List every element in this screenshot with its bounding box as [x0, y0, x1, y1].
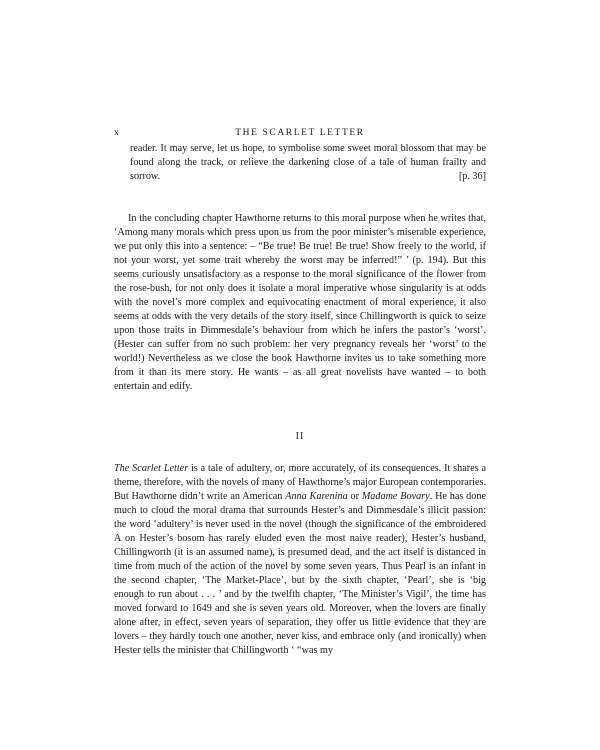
- novel-title: The Scarlet Letter: [114, 463, 189, 474]
- running-head: [114, 128, 486, 142]
- block-quote-reference: [p. 36]: [458, 171, 486, 182]
- paragraph-text-part-2: or: [347, 491, 362, 502]
- page-number: x: [114, 128, 121, 138]
- paragraph-tale-of-adultery: [114, 462, 486, 658]
- running-title: THE SCARLET LETTER: [235, 128, 365, 138]
- paragraph-text-part-1: is a tale of adultery, or, more accurately, of its consequences. It shares a theme, therefore, with the novels of many of Hawthorne’s major European contemporaries. But Hawthorne didn’t write an American: [114, 463, 486, 502]
- work-title-madame-bovary: Madame Bovary: [361, 491, 430, 502]
- work-title-anna-karenina: Anna Karenina: [285, 491, 348, 502]
- paragraph-text-part-3: . He has done much to cloud the moral drama that surrounds Hester’s and Dimmesdale’s illicit passion: the word ‘adultery’ is never used in the novel (though the significance of the embroidered A on Hester’s bosom has rarely eluded even the most naive reader), Hester’s husband, Chillingworth (it is an assumed name), is presumed dead, and the act itself is distanced in time from much of the action of the novel by some seven years. Thus Pearl is an infant in the second chapter, ‘The Market-Place’, but by the sixth chapter, ‘Pearl’, she is ‘big enough to run about . . . ’ and by the twelfth chapter, ‘The Minister’s Vigil’, the time has moved forward to 1649 and she is seven years old. Moreover, when the lovers are finally alone after, in effect, seven years of separation, they offer us little evidence that they are lovers – they hardly touch one another, never kiss, and embrace only (and ironically) when Hester tells the minister that Chillingworth ‘ “was my: [114, 491, 486, 656]
- section-number: II: [295, 431, 305, 442]
- block-quote: [130, 142, 486, 184]
- block-quote-text: reader. It may serve, let us hope, to symbolise some sweet moral blossom that may be found along the track, or relieve the darkening close of a tale of human frailty and sorrow.: [130, 143, 486, 182]
- paragraph-concluding-chapter: In the concluding chapter Hawthorne returns to this moral purpose when he writes that, ‘Among many morals which press upon us from the poor minister’s miserable experience, we put only this into a sentence: – “Be true! Be true! Be true! Show freely to the world, if not your worst, yet some trait whereby the worst may be inferred!” ’ (p. 194). But this seems curiously unsatisfactory as a response to the moral significance of the flower from the rose-bush, for not only does it isolate a moral imperative whose singularity is at odds with the novel’s more complex and equivocating enactment of moral experience, it also seems at odds with the very details of the story itself, since Chillingworth is quick to seize upon those traits in Dimmesdale’s behaviour from which he infers the pastor’s ‘worst’. (Hester can suffer from no such problem: her very pregnancy reveals her ‘worst’ to the world!) Nevertheless as we close the book Hawthorne invites us to take something more from it than its mere story. He wants – as all great novelists have wanted – to both entertain and edify.: [114, 213, 486, 392]
